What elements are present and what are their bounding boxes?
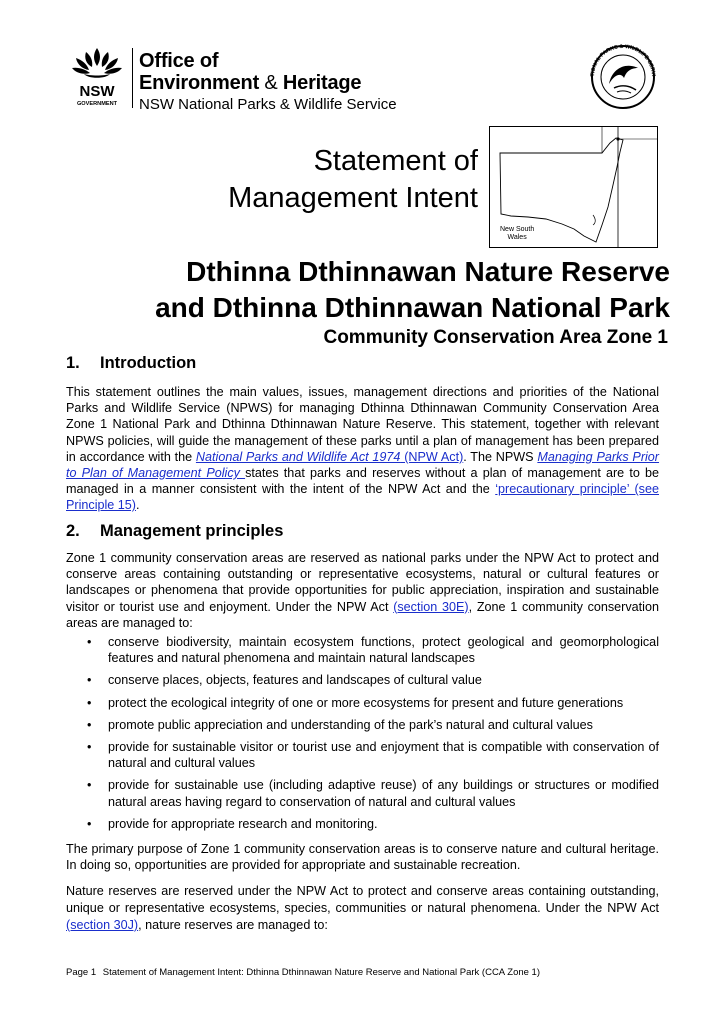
page-footer <box>66 967 540 979</box>
doc-title-line-2: Management Intent <box>228 182 478 214</box>
section-1-heading <box>66 353 196 373</box>
list-item: • provide for appropriate research and monitoring. <box>87 816 378 831</box>
section-1-title: Introduction <box>100 354 197 372</box>
logo-divider <box>132 48 133 108</box>
office-env: Environment <box>139 72 260 94</box>
npw-act-link[interactable] <box>196 450 463 464</box>
nature-reserves-text-1: Nature reserves are reserved under the NPW Act to protect and conserve areas containing outstanding, unique or representative ecosystems, species, communities or natural phenomena. Under the NPW Act <box>66 884 659 915</box>
nsw-government-logo <box>66 44 128 110</box>
npw-act-link-title: National Parks and Wildlife Act 1974 <box>195 449 401 464</box>
section-30e-link[interactable]: (section 30E) <box>393 599 469 614</box>
npws-seal-logo <box>584 44 662 110</box>
office-amp: & <box>264 72 278 94</box>
intro-text-3: states that parks and reserves without a plan of management are to be managed in a manner consistent with the intent of the NPW Act and the <box>66 466 659 497</box>
list-item-text: promote public appreciation and understanding of the park’s natural and cultural values <box>108 717 593 732</box>
svg-text:GOVERNMENT: GOVERNMENT <box>76 101 118 107</box>
page-number: Page 1 <box>66 967 97 978</box>
reserve-location-marker <box>616 137 619 140</box>
section-2-heading <box>66 521 283 541</box>
list-item: • provide for sustainable visitor or tourist use and enjoyment that is compatible with conservation of natural and cultural values <box>87 740 659 771</box>
office-line-3: NSW National Parks & Wildlife Service <box>139 96 397 113</box>
nature-reserves-paragraph <box>66 883 659 934</box>
principles-text-2: , Zone 1 community conservation areas are managed to: <box>66 599 659 630</box>
list-item-text: conserve biodiversity, maintain ecosystem functions, protect geological and geomorphological features and natural phenomena and maintain natural landscapes <box>108 635 659 666</box>
waratah-icon <box>66 44 128 110</box>
map-label-line-2: Wales <box>507 234 527 241</box>
office-line-2 <box>139 72 397 94</box>
intro-paragraph <box>66 384 659 514</box>
principles-paragraph <box>66 550 659 631</box>
npw-act-link-abbrev: (NPW Act) <box>400 449 464 464</box>
management-objectives-list <box>87 634 659 838</box>
list-item: • conserve places, objects, features and landscapes of cultural value <box>87 673 482 688</box>
primary-purpose-paragraph: The primary purpose of Zone 1 community conservation areas is to conserve nature and cultural heritage. In doing so, opportunities are provided for appropriate and sustainable recreation. <box>66 842 659 873</box>
doc-title-line-1: Statement of <box>313 145 478 177</box>
nature-reserves-text-2: , nature reserves are managed to: <box>138 918 328 932</box>
section-2-title: Management principles <box>100 522 284 540</box>
precautionary-principle-link[interactable]: ‘precautionary principle’ (see Principle 15) <box>66 482 659 513</box>
seal-icon <box>584 44 662 110</box>
list-item: • conserve biodiversity, maintain ecosystem functions, protect geological and geomorphological features and natural phenomena and maintain natural landscapes <box>87 635 659 666</box>
list-item-text: protect the ecological integrity of one or more ecosystems for present and future generations <box>108 695 624 710</box>
reserve-title-line-1: Dthinna Dthinnawan Nature Reserve <box>186 256 670 287</box>
office-line-1: Office of <box>139 50 219 72</box>
list-item-text: provide for appropriate research and monitoring. <box>108 816 378 831</box>
list-item-text: provide for sustainable use (including adaptive reuse) of any buildings or structures or modified natural areas having regard to conservation of natural and cultural values <box>108 778 659 809</box>
document-title <box>228 143 478 217</box>
office-heritage: Heritage <box>282 72 362 94</box>
section-2-number: 2. <box>66 522 80 540</box>
section-30j-link[interactable]: (section 30J) <box>66 918 139 932</box>
location-map <box>489 126 658 248</box>
reserve-subtitle: Community Conservation Area Zone 1 <box>323 327 668 348</box>
reserve-title <box>155 254 670 326</box>
map-label <box>500 226 534 242</box>
section-1-number: 1. <box>66 354 80 372</box>
list-item: • promote public appreciation and understanding of the park’s natural and cultural values <box>87 717 593 732</box>
managing-parks-policy-link-text: Managing Parks Prior to Plan of Management Policy <box>66 449 660 481</box>
list-item: • protect the ecological integrity of one or more ecosystems for present and future generations <box>87 695 624 710</box>
intro-text-1: This statement outlines the main values, issues, management directions and priorities of the National Parks and Wildlife Service (NPWS) for managing Dthinna Dthinnawan Community Conservation Area Zone 1 National Park and Dthinna Dthinnawan Nature Reserve. This statement, together with relevant NPWS policies, will guide the management of these parks until a plan of management has been prepared in accordance with the <box>66 385 659 464</box>
svg-text:NATIONAL PARKS & WILDLIFE SERV: TIONAL PARKS & WILDLIFE SERVI <box>589 44 657 77</box>
footer-text: Statement of Management Intent: Dthinna Dthinnawan Nature Reserve and National Park (CCA Zone 1) <box>102 967 541 978</box>
map-label-line-1: New South <box>500 226 535 233</box>
intro-text-4: . <box>136 498 140 513</box>
principles-text-1: Zone 1 community conservation areas are reserved as national parks under the NPW Act to protect and conserve areas containing outstanding or representative ecosystems, natural or cultural features or landscapes or phenomena that provide opportunities for public appreciation, inspiration and sustainable visitor or tourist use and enjoyment. Under the NPW Act <box>66 551 659 614</box>
svg-text:NSW: NSW <box>79 83 115 100</box>
intro-text-2: . The NPWS <box>463 449 538 464</box>
list-item-text: provide for sustainable visitor or tourist use and enjoyment that is compatible with conservation of natural and cultural values <box>108 740 659 771</box>
office-heading <box>139 50 397 115</box>
list-item: • provide for sustainable use (including adaptive reuse) of any buildings or structures or modified natural areas having regard to conservation of natural and cultural values <box>87 778 659 809</box>
reserve-title-line-2: and Dthinna Dthinnawan National Park <box>155 292 670 323</box>
list-item-text: conserve places, objects, features and landscapes of cultural value <box>108 673 482 688</box>
